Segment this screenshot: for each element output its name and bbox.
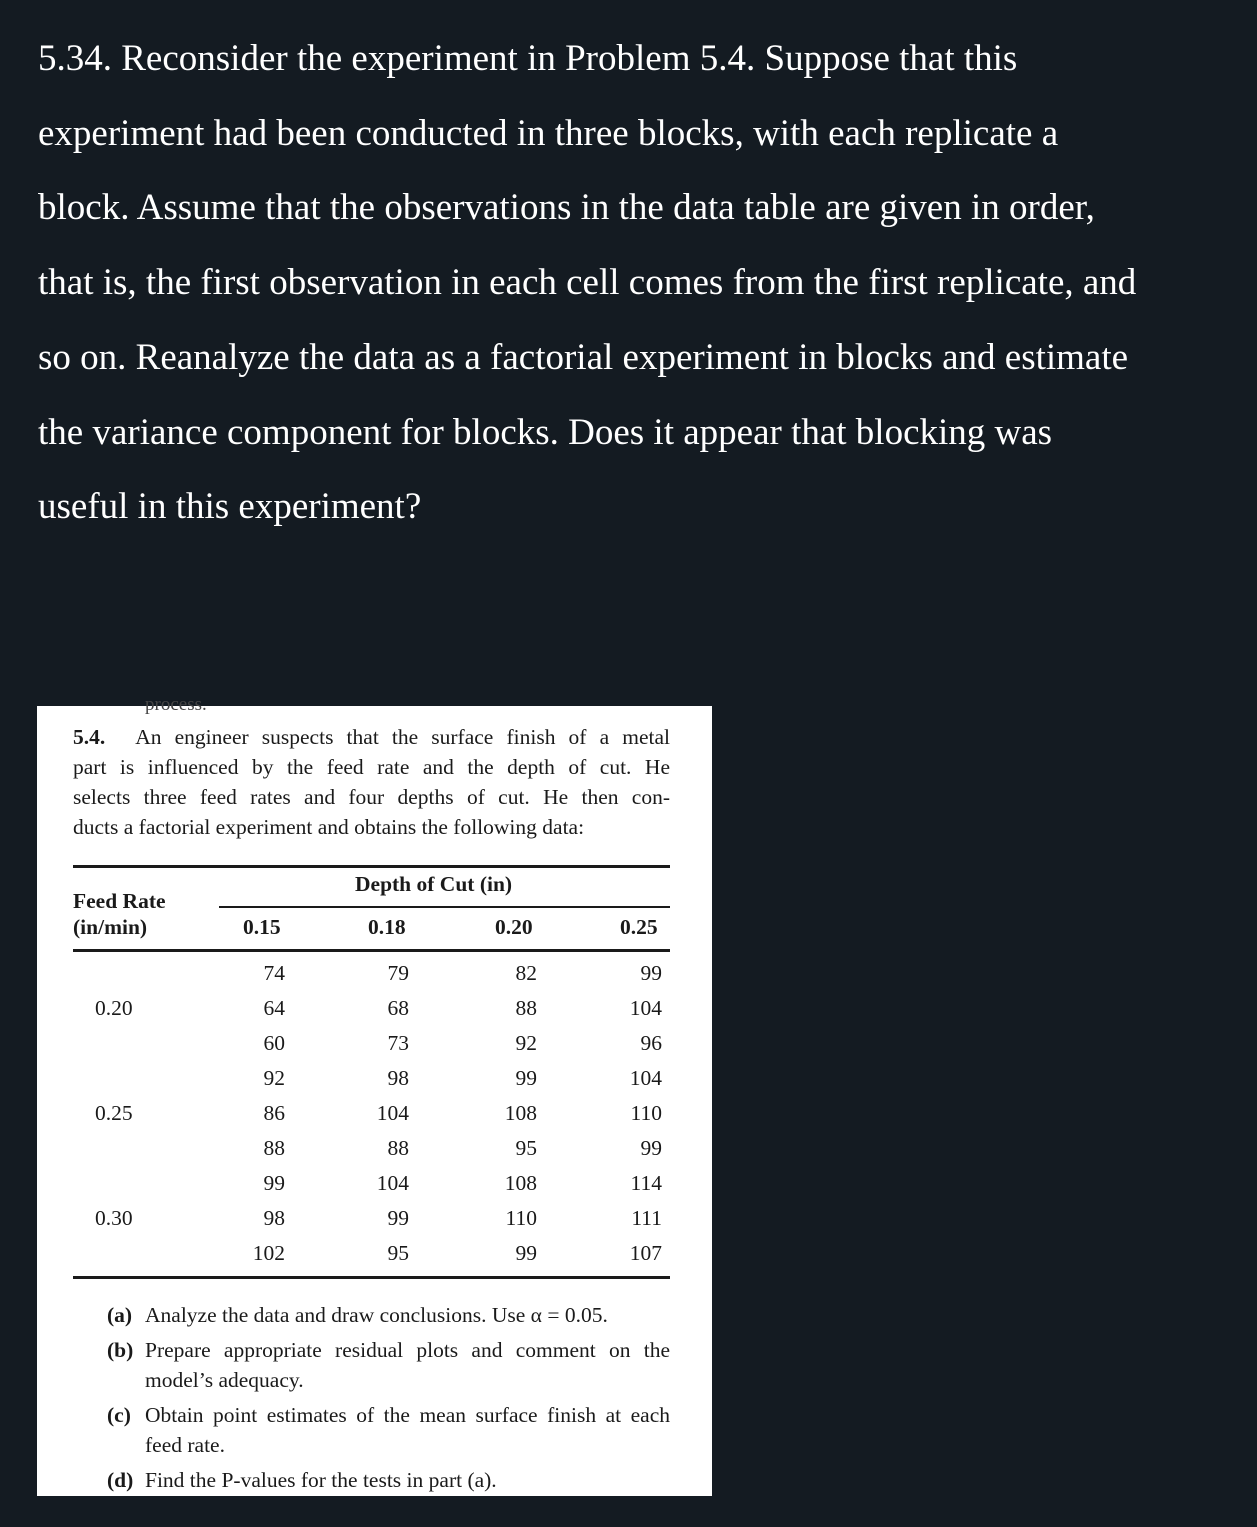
part-text: Obtain point estimates of the mean surface finish at each feed rate. <box>145 1403 670 1457</box>
table-cell: 99 <box>640 961 662 985</box>
table-cell: 74 <box>263 961 285 985</box>
table-cell: 98 <box>263 1206 285 1230</box>
header-bottom-rule <box>73 949 670 952</box>
table-cell: 88 <box>263 1136 285 1160</box>
problem-line: ducts a factorial experiment and obtains the following data: <box>73 815 585 839</box>
table-cell: 99 <box>515 1066 537 1090</box>
problem-line: selects three feed rates and four depths of cut. He then con- <box>73 785 670 809</box>
depth-column-header: 0.20 <box>495 915 533 939</box>
table-cell: 99 <box>387 1206 409 1230</box>
table-cell: 104 <box>376 1171 409 1195</box>
question-line: block. Assume that the observations in the data table are given in order, <box>38 187 1095 229</box>
question-line: the variance component for blocks. Does it appear that blocking was <box>38 411 1053 453</box>
part-text: Analyze the data and draw conclusions. Use α = 0.05. <box>145 1303 608 1327</box>
table-cell: 102 <box>252 1241 285 1265</box>
problem-line <box>73 722 670 752</box>
table-cell: 92 <box>263 1066 285 1090</box>
problem-line: part is influenced by the feed rate and the depth of cut. He <box>73 755 670 779</box>
part-text: Find the P-values for the tests in part (a). <box>145 1468 497 1492</box>
problem-line-text: An engineer suspects that the surface finish of a metal <box>135 725 670 749</box>
part-label: (d) <box>107 1468 134 1492</box>
table-cell: 98 <box>387 1066 409 1090</box>
table-cell: 99 <box>263 1171 285 1195</box>
table-cell: 110 <box>630 1101 662 1125</box>
textbook-excerpt <box>37 694 712 1496</box>
table-cell: 104 <box>629 996 662 1020</box>
depth-column-header: 0.18 <box>368 915 406 939</box>
depth-column-header: 0.15 <box>243 915 281 939</box>
question-line: 5.34. Reconsider the experiment in Problem 5.4. Suppose that this <box>38 38 1018 79</box>
part-item <box>107 1400 670 1460</box>
problem-number: 5.4. <box>73 725 106 749</box>
table-cell: 108 <box>504 1171 537 1195</box>
question-parts <box>107 1300 670 1500</box>
part-text: Prepare appropriate residual plots and comment on the model’s adequacy. <box>145 1338 670 1392</box>
table-cell: 96 <box>640 1031 662 1055</box>
part-label: (b) <box>107 1338 134 1362</box>
table-cell: 86 <box>263 1101 285 1125</box>
question-line: useful in this experiment? <box>38 486 422 528</box>
table-cell: 92 <box>515 1031 537 1055</box>
table-cell: 79 <box>387 961 409 985</box>
feed-rate-label: 0.30 <box>95 1206 133 1230</box>
problem-statement <box>73 722 670 842</box>
table-cell: 73 <box>387 1031 409 1055</box>
table-cell: 108 <box>504 1101 537 1125</box>
question-line: experiment had been conducted in three blocks, with each replicate a <box>38 112 1059 154</box>
table-bottom-rule <box>73 1276 670 1279</box>
table-cell: 64 <box>263 996 285 1020</box>
table-cell: 114 <box>630 1171 662 1195</box>
depth-header-rule <box>219 906 670 908</box>
table-cell: 95 <box>515 1136 537 1160</box>
table-cell: 107 <box>629 1241 662 1265</box>
table-cell: 104 <box>629 1066 662 1090</box>
question-line: so on. Reanalyze the data as a factorial experiment in blocks and estimate <box>38 336 1129 378</box>
part-item <box>107 1465 670 1495</box>
question-line: that is, the first observation in each cell comes from the first replicate, and <box>38 262 1137 304</box>
part-label: (a) <box>107 1303 133 1327</box>
part-label: (c) <box>107 1403 131 1427</box>
depth-column-header: 0.25 <box>620 915 658 939</box>
table-cell: 110 <box>505 1206 537 1230</box>
feed-rate-label: 0.20 <box>95 996 133 1020</box>
table-cell: 88 <box>515 996 537 1020</box>
part-item <box>107 1300 670 1330</box>
feed-rate-header: Feed Rate <box>73 889 166 913</box>
table-top-rule <box>73 865 670 868</box>
table-cell: 99 <box>640 1136 662 1160</box>
table-cell: 95 <box>387 1241 409 1265</box>
part-item <box>107 1335 670 1395</box>
table-cell: 99 <box>515 1241 537 1265</box>
depth-header: Depth of Cut (in) <box>355 872 513 896</box>
table-cell: 111 <box>631 1206 662 1230</box>
table-cell: 60 <box>263 1031 285 1055</box>
table-cell: 88 <box>387 1136 409 1160</box>
table-cell: 104 <box>376 1101 409 1125</box>
feed-rate-label: 0.25 <box>95 1101 133 1125</box>
table-cell: 68 <box>387 996 409 1020</box>
table-cell: 82 <box>515 961 537 985</box>
question-text <box>38 22 1238 545</box>
cutoff-text: process. <box>145 694 207 715</box>
feed-rate-unit-header: (in/min) <box>73 915 148 939</box>
